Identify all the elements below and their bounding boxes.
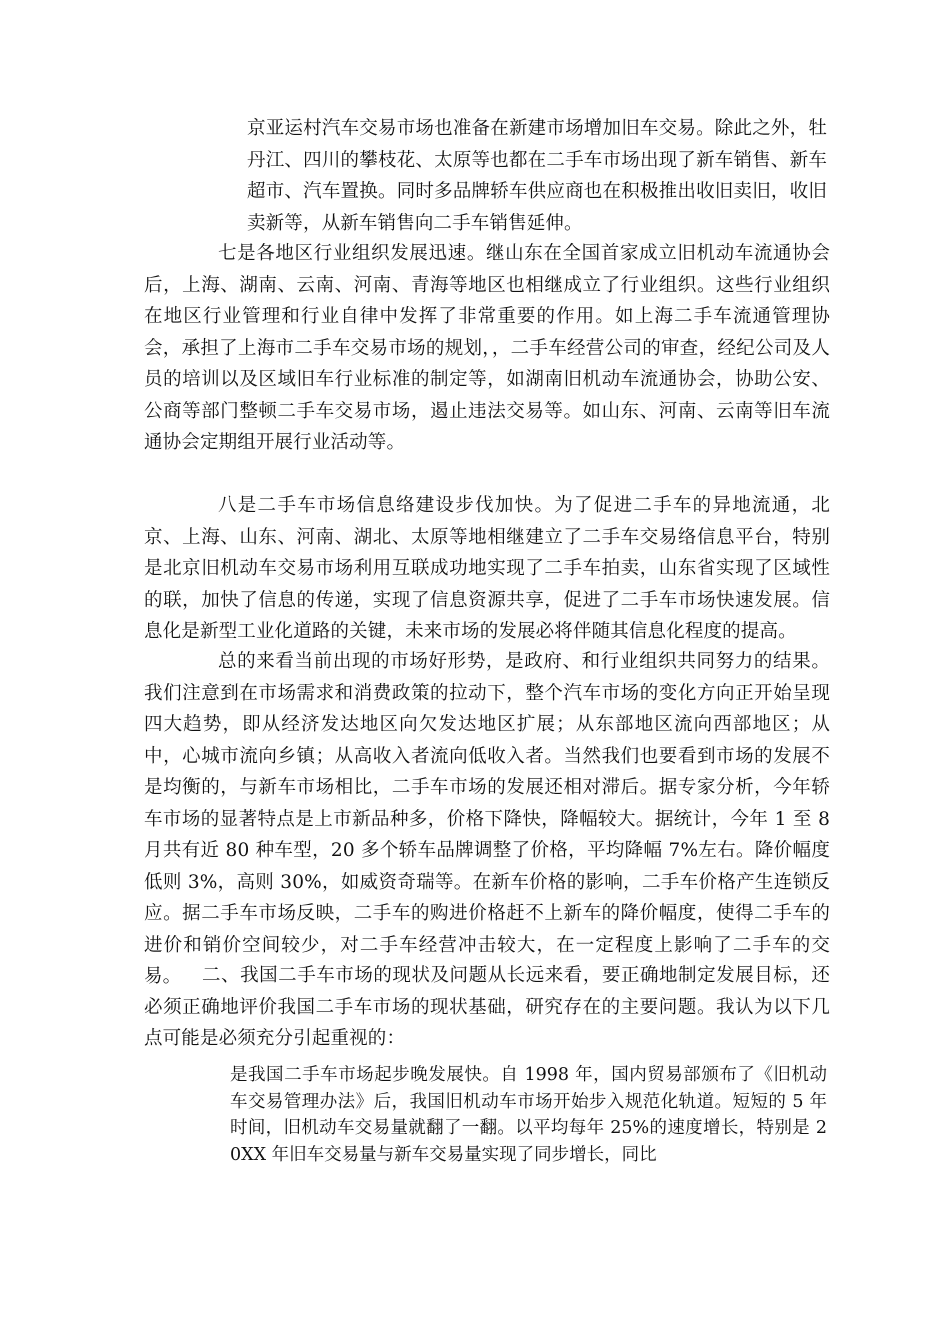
paragraph-market-start: 是我国二手车市场起步晚发展快。自 1998 年，国内贸易部颁布了《旧机动车交易管理办法》后，我国旧机动车市场开始步入规范化轨道。短短的 5 年时间，旧机动车交易量就翻了一翻。以平均每年 25%的速度增长，特别是 20XX 年旧车交易量与新车交易量实现了同步增长，同比 (230, 1065, 827, 1165)
paragraph-industry-associations: 七是各地区行业组织发展迅速。继山东在全国首家成立旧机动车流通协会后，上海、湖南、云南、河南、青海等地区也相继成立了行业组织。这些行业组织在地区行业管理和行业自律中发挥了非常重要的作用。如上海二手车流通管理协会，承担了上海市二手车交易市场的规划，，二手车经营公司的审查，经纪公司及人员的培训以及区域旧车行业标准的制定等，如湖南旧机动车流通协会，协助公安、公商等部门整顿二手车交易市场，遏止违法交易等。如山东、河南、云南等旧车流通协会定期组开展行业活动等。 (144, 243, 830, 453)
paragraph-market-summary: 总的来看当前出现的市场好形势，是政府、和行业组织共同努力的结果。我们注意到在市场需求和消费政策的拉动下，整个汽车市场的变化方向正开始呈现四大趋势，即从经济发达地区向欠发达地区扩展；从东部地区流向西部地区；从中，心城市流向乡镇；从高收入者流向低收入者。当然我们也要看到市场的发展不是均衡的，与新车市场相比，二手车市场的发展还相对滞后。据专家分析，今年轿车市场的显著特点是上市新品种多，价格下降快，降幅较大。据统计，今年 1 至 8 月共有近 80 种车型，20 多个轿车品牌调整了价格，平均降幅 7%左右。降价幅度低则 3%，高则 30%，如威资奇瑞等。在新车价格的影响，二手车价格产生连锁反应。据二手车市场反映，二手车的购进价格赶不上新车的降价幅度，使得二手车的进价和销价空间较少，对二手车经营冲击较大，在一定程度上影响了二手车的交易。 (144, 651, 830, 987)
section-2-intro: 二、我国二手车市场的现状及问题从长远来看，要正确地制定发展目标，还必须正确地评价我国二手车市场的现状基础，研究存在的主要问题。我认为以下几点可能是必须充分引起重视的： (144, 965, 830, 1049)
paragraph-continuation: 京亚运村汽车交易市场也准备在新建市场增加旧车交易。除此之外，牡丹江、四川的攀枝花、太原等也都在二手车市场出现了新车销售、新车超市、汽车置换。同时多品牌轿车供应商也在积极推出收旧卖旧，收旧卖新等，从新车销售向二手车销售延伸。 (247, 118, 827, 234)
paragraph-information-network: 八是二手车市场信息络建设步伐加快。为了促进二手车的异地流通，北京、上海、山东、河南、湖北、太原等地相继建立了二手车交易络信息平台，特别是北京旧机动车交易市场利用互联成功地实现了二手车拍卖，山东省实现了区域性的联，加快了信息的传递，实现了信息资源共享，促进了二手车市场快速发展。信息化是新型工业化道路的关键，未来市场的发展必将伴随其信息化程度的提高。 (144, 495, 830, 642)
